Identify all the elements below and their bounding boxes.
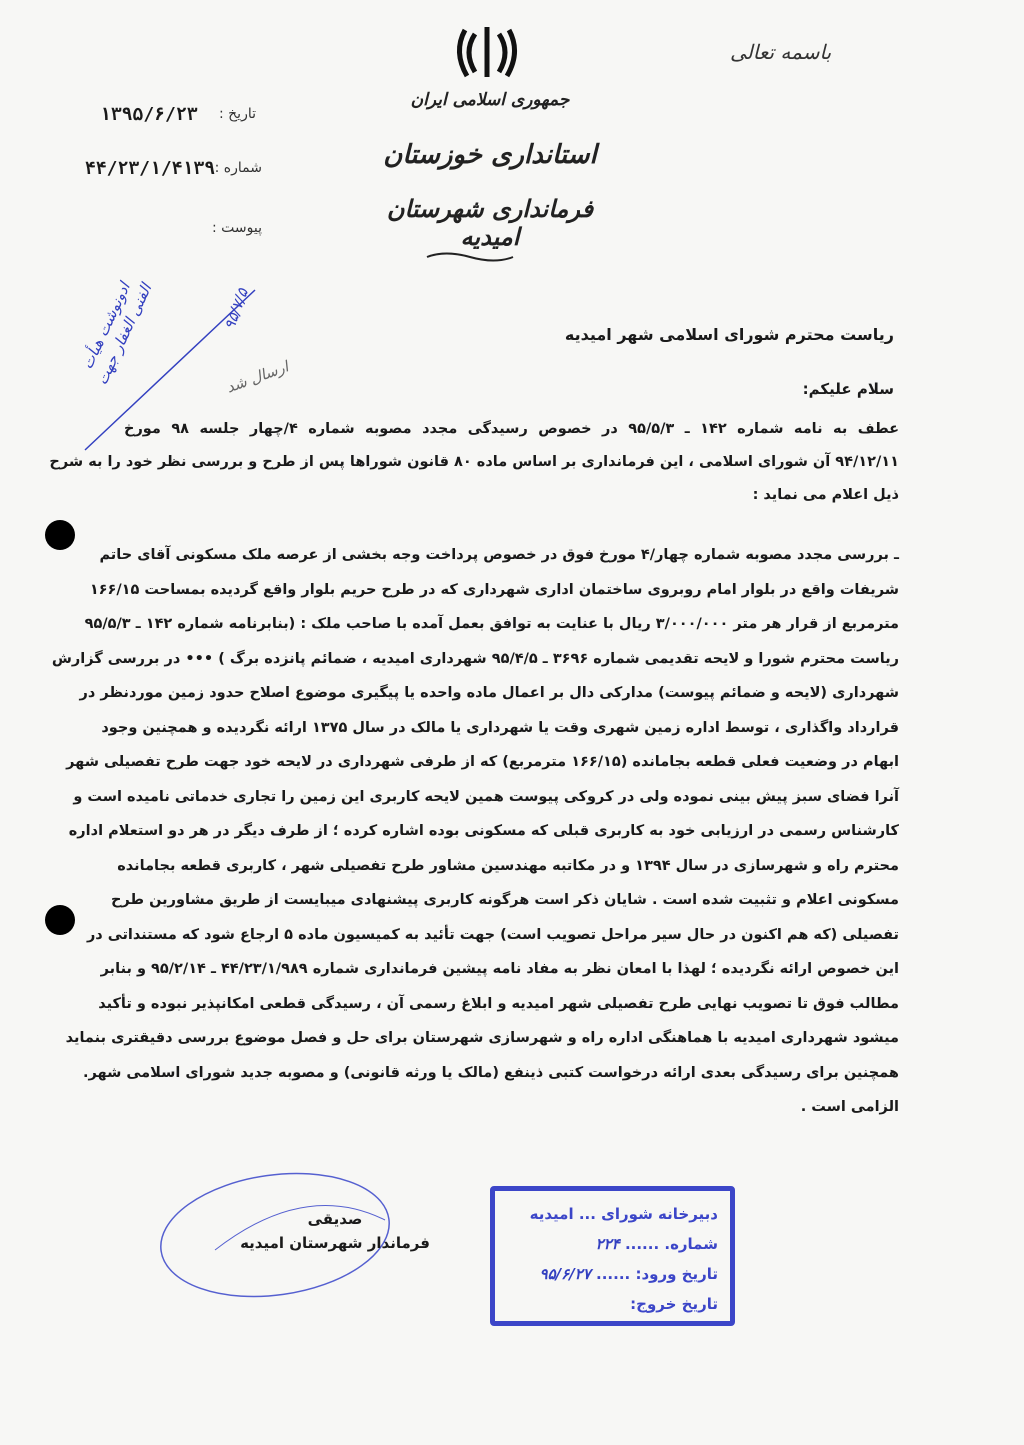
text-line: ابهام در وضعیت فعلی قطعه بجامانده (۱۶۶/۱۵ مترمربع) که از طرفی شهرداری در لایحه خود جهت طرح تفصیلی شهر: [66, 754, 899, 770]
signer-title: فرماندار شهرستان امیدیه: [240, 1234, 430, 1252]
date-label: تاریخ :: [218, 106, 256, 122]
text-line: الزامی است .: [800, 1099, 899, 1115]
signature-block: [235, 1210, 435, 1252]
text-line: ریاست محترم شورا و لایحه تقدیمی شماره ۳۶۹۶ ـ ۹۵/۴/۵ شهرداری امیدیه ، ضمائم پانزده برگ ) ••• در بررسی گزارش: [51, 650, 899, 667]
stamp-date: ۹۵/۶/۲۷: [539, 1265, 591, 1283]
text-line: تفصیلی (که هم اکنون در حال سیر مراحل تصویب است) جهت تأئید به کمیسیون ماده ۵ ارجاع شود که مستنداتی در: [86, 926, 899, 943]
invocation: باسمه تعالی: [730, 40, 832, 64]
header-line1: جمهوری اسلامی ایران: [410, 90, 570, 110]
text-line: محترم راه و شهرسازی در سال ۱۳۹۴ و در مکاتبه مهندسین مشاور طرح تفصیلی شهر ، کاربری قطعه بجامانده: [117, 857, 899, 874]
header-line3: فرمانداری شهرستان امیدیه: [386, 195, 594, 251]
header-line2: استانداری خوزستان: [383, 140, 597, 170]
handwritten-note: ادونوشت هیأت الفنی الغفار جهت: [78, 279, 156, 388]
number-value: ۴۴/۲۳/۱/۴۱۳۹: [85, 158, 216, 179]
text-line: کارشناس رسمی در ارزیابی خود به کاربری قبلی که مسکونی بوده اشاره کرده ؛ از طرف دیگر در هر دو استعلام اداره: [68, 823, 899, 839]
text-line: ـ بررسی مجدد مصوبه شماره چهار/۴ مورخ فوق در خصوص پرداخت وجه بخشی از عرصه ملک مسکونی آقای حاتم: [99, 547, 899, 563]
text-line: عطف به نامه شماره ۱۴۲ ـ ۹۵/۵/۳ در خصوص رسیدگی مجدد مصوبه شماره ۴/چهار جلسه ۹۸ مورخ: [124, 421, 900, 437]
handwritten-sent: ارسال شد: [223, 357, 291, 397]
stamp-exit-label: تاریخ خروج:: [630, 1295, 718, 1313]
number-label: شماره :: [214, 160, 262, 176]
punch-hole: [45, 905, 75, 935]
ornament-icon: [425, 250, 515, 264]
text-line: مترمربع از قرار هر متر ۳/۰۰۰/۰۰۰ ریال با عنایت به توافق بعمل آمده با صاحب ملک : (بنابرنامه شماره ۱۴۲ ـ ۹۵/۵/۳: [84, 616, 899, 632]
stamp-date-label: تاریخ ورود: ......: [596, 1265, 718, 1283]
signer-name: صدیقی: [307, 1210, 363, 1228]
punch-hole: [45, 520, 75, 550]
body-paragraph: [51, 538, 899, 1125]
stamp-number-label: شماره. ......: [624, 1235, 718, 1253]
text-line: ذیل اعلام می نماید :: [752, 487, 899, 503]
attachment-label: پیوست :: [212, 220, 262, 236]
addressee: ریاست محترم شورای اسلامی شهر امیدیه: [564, 325, 894, 344]
text-line: این خصوص ارائه نگردیده ؛ لهذا با امعان نظر به مفاد نامه پیشین فرمانداری شماره ۴۴/۲۳/۱/۹۸۹ ـ ۹۵/۲/۱۴ و بنابر: [100, 961, 899, 977]
text-line: مطالب فوق تا تصویب نهایی طرح تفصیلی شهر امیدیه و ابلاغ رسمی آن ، رسیدگی قطعی امکانپذیر نبوده و تأکید: [98, 995, 899, 1012]
date-value: ۱۳۹۵/۶/۲۳: [100, 104, 198, 125]
stamp-title: دبیرخانه شورای ... امیدیه: [529, 1205, 718, 1223]
text-line: شهرداری (لایحه و ضمائم پیوست) مدارکی دال بر اعمال ماده واحده یا پیگیری موضوع اصلاح حدود زمین موردنظر در: [79, 685, 899, 701]
received-stamp: [490, 1186, 735, 1326]
text-line: قرارداد واگذاری ، توسط اداره زمین شهری وقت یا شهرداری یا مالک در سال ۱۳۷۵ ارائه نگردیده و همچنین وجود: [101, 719, 899, 736]
handwritten-date: ۹۵/۷/۵: [220, 286, 252, 332]
text-line: شریفات واقع در بلوار امام روبروی ساختمان اداری شهرداری که در طرح حریم بلوار واقع گردیده بمساحت ۱۶۶/۱۵: [89, 581, 899, 598]
text-line: همچنین برای رسیدگی بعدی ارائه درخواست کتبی ذینفع (مالک یا ورثه قانونی) و مصوبه جدید شورای اسلامی شهر.: [83, 1064, 899, 1081]
greeting: سلام علیکم:: [802, 380, 894, 398]
text-line: آنرا فضای سبز پیش بینی نموده ولی در کروکی پیوست همین لایحه کاربری این زمین را تجاری خدماتی نامیده است و: [73, 788, 899, 805]
stamp-number: ۲۲۴: [595, 1235, 620, 1253]
iran-emblem-icon: [455, 22, 519, 82]
text-line: میشود شهرداری امیدیه با هماهنگی اداره راه و شهرسازی شهرستان برای حل و فصل موضوع بررسی دقیقتری بنماید: [65, 1030, 899, 1046]
text-line: ۹۴/۱۲/۱۱ آن شورای اسلامی ، این فرمانداری بر اساس ماده ۸۰ قانون شوراها پس از طرح و بررسی نظر خود را به شرح: [49, 454, 899, 470]
text-line: مسکونی اعلام و تثبیت شده است . شایان ذکر است هرگونه کاربری پیشنهادی میبایست از طریق مشاورین طرح: [110, 892, 899, 908]
intro-paragraph: [49, 413, 900, 512]
